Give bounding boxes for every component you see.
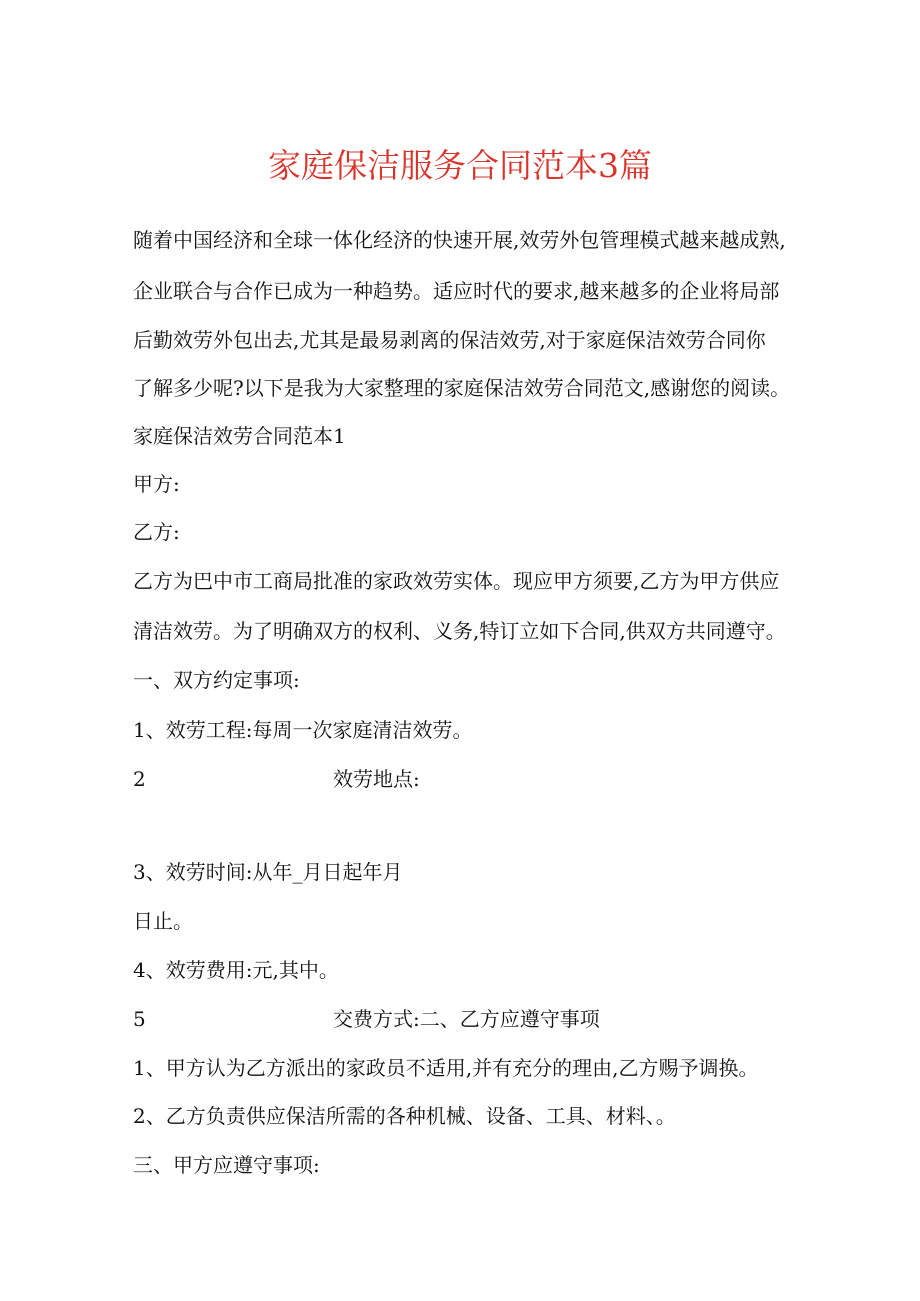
body-line: 清洁效劳。为了明确双方的权利、义务,特订立如下合同,供双方共同遵守。	[133, 619, 786, 643]
clause-3-heading: 三、甲方应遵守事项:	[133, 1153, 320, 1177]
party-a-label: 甲方:	[133, 472, 180, 496]
clause-item-5-text: 交费方式:二、乙方应遵守事项	[333, 1007, 600, 1031]
clause-item-2-number: 2	[133, 767, 146, 791]
clause-2-item-1: 1、甲方认为乙方派出的家政员不适用,并有充分的理由,乙方赐予调换。	[133, 1056, 759, 1080]
document-title: 家庭保洁服务合同范本3篇	[268, 146, 652, 185]
party-b-label: 乙方:	[133, 520, 180, 544]
clause-item-1: 1、效劳工程:每周一次家庭清洁效劳。	[133, 718, 473, 742]
clause-item-4: 4、效劳费用:元,其中。	[133, 958, 339, 982]
intro-line: 随着中国经济和全球一体化经济的快速开展,效劳外包管理模式越来越成熟,	[133, 228, 786, 252]
intro-line: 后勤效劳外包出去,尤其是最易剥离的保洁效劳,对于家庭保洁效劳合同你	[133, 328, 766, 352]
body-line: 乙方为巴中市工商局批准的家政效劳实体。现应甲方须要,乙方为甲方供应	[133, 569, 780, 593]
clause-item-3: 3、效劳时间:从年_月日起年月	[133, 860, 403, 884]
clause-1-heading: 一、双方约定事项:	[133, 668, 300, 692]
clause-item-2-text: 效劳地点:	[333, 767, 420, 791]
clause-item-5-number: 5	[133, 1007, 146, 1031]
clause-2-item-2: 2、乙方负责供应保洁所需的各种机械、设备、工具、材料、。	[133, 1104, 676, 1128]
clause-item-3-continued: 日止。	[133, 909, 193, 933]
section-heading: 家庭保洁效劳合同范本1	[133, 424, 346, 448]
intro-line: 企业联合与合作已成为一种趋势。适应时代的要求,越来越多的企业将局部	[133, 279, 780, 303]
intro-line: 了解多少呢?以下是我为大家整理的家庭保洁效劳合同范文,感谢您的阅读。	[133, 376, 791, 400]
